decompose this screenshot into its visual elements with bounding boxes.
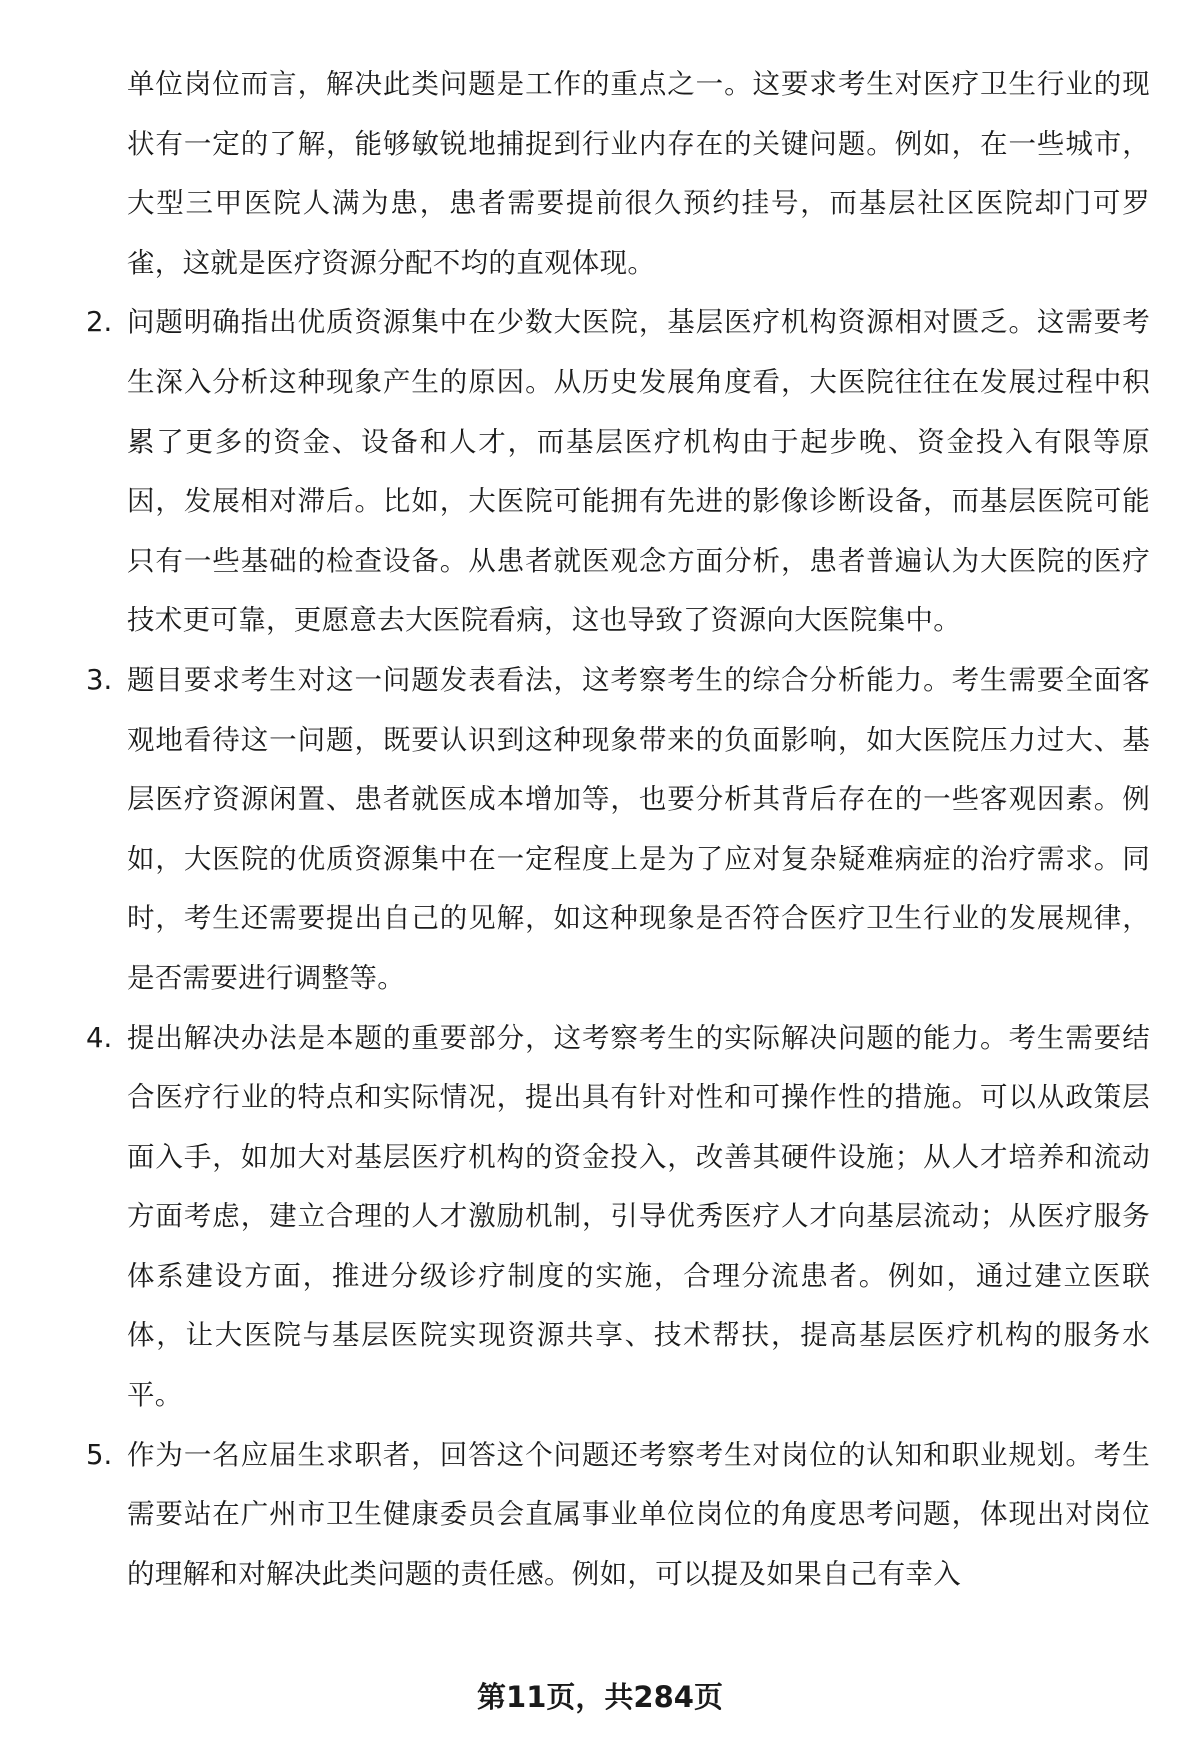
list-item-number: 2. [86, 306, 113, 339]
list-item [86, 1426, 1150, 1605]
list-item-text: 提出解决办法是本题的重要部分，这考察考生的实际解决问题的能力。考生需要结合医疗行业的特点和实际情况，提出具有针对性和可操作性的措施。可以从政策层面入手，如加大对基层医疗机构的资金投入，改善其硬件设施；从人才培养和流动方面考虑，建立合理的人才激励机制，引导优秀医疗人才向基层流动；从医疗服务体系建设方面，推进分级诊疗制度的实施，合理分流患者。例如，通过建立医联体，让大医院与基层医院实现资源共享、技术帮扶，提高基层医疗机构的服务水平。 [127, 1021, 1150, 1412]
list-item-text: 题目要求考生对这一问题发表看法，这考察考生的综合分析能力。考生需要全面客观地看待这一问题，既要认识到这种现象带来的负面影响，如大医院压力过大、基层医疗资源闲置、患者就医成本增加等，也要分析其背后存在的一些客观因素。例如，大医院的优质资源集中在一定程度上是为了应对复杂疑难病症的治疗需求。同时，考生还需要提出自己的见解，如这种现象是否符合医疗卫生行业的发展规律，是否需要进行调整等。 [127, 663, 1150, 994]
list-item-text: 作为一名应届生求职者，回答这个问题还考察考生对岗位的认知和职业规划。考生需要站在广州市卫生健康委员会直属事业单位岗位的角度思考问题，体现出对岗位的理解和对解决此类问题的责任感。例如，可以提及如果自己有幸入 [127, 1438, 1150, 1590]
page-footer: 第11页，共284页 [477, 1680, 723, 1714]
list-item [86, 293, 1150, 651]
list-item-number: 5. [86, 1438, 113, 1471]
list-item [86, 651, 1150, 1009]
list-item-text: 问题明确指出优质资源集中在少数大医院，基层医疗机构资源相对匮乏。这需要考生深入分析这种现象产生的原因。从历史发展角度看，大医院往往在发展过程中积累了更多的资金、设备和人才，而基层医疗机构由于起步晚、资金投入有限等原因，发展相对滞后。比如，大医院可能拥有先进的影像诊断设备，而基层医院可能只有一些基础的检查设备。从患者就医观念方面分析，患者普遍认为大医院的医疗技术更可靠，更愿意去大医院看病，这也导致了资源向大医院集中。 [127, 306, 1150, 637]
list-item [86, 1009, 1150, 1426]
document-body [86, 55, 1150, 1604]
list-item-number: 4. [86, 1021, 113, 1054]
list-item-number: 3. [86, 663, 113, 696]
intro-paragraph: 单位岗位而言，解决此类问题是工作的重点之一。这要求考生对医疗卫生行业的现状有一定的了解，能够敏锐地捕捉到行业内存在的关键问题。例如，在一些城市，大型三甲医院人满为患，患者需要提前很久预约挂号，而基层社区医院却门可罗雀，这就是医疗资源分配不均的直观体现。 [127, 68, 1150, 279]
